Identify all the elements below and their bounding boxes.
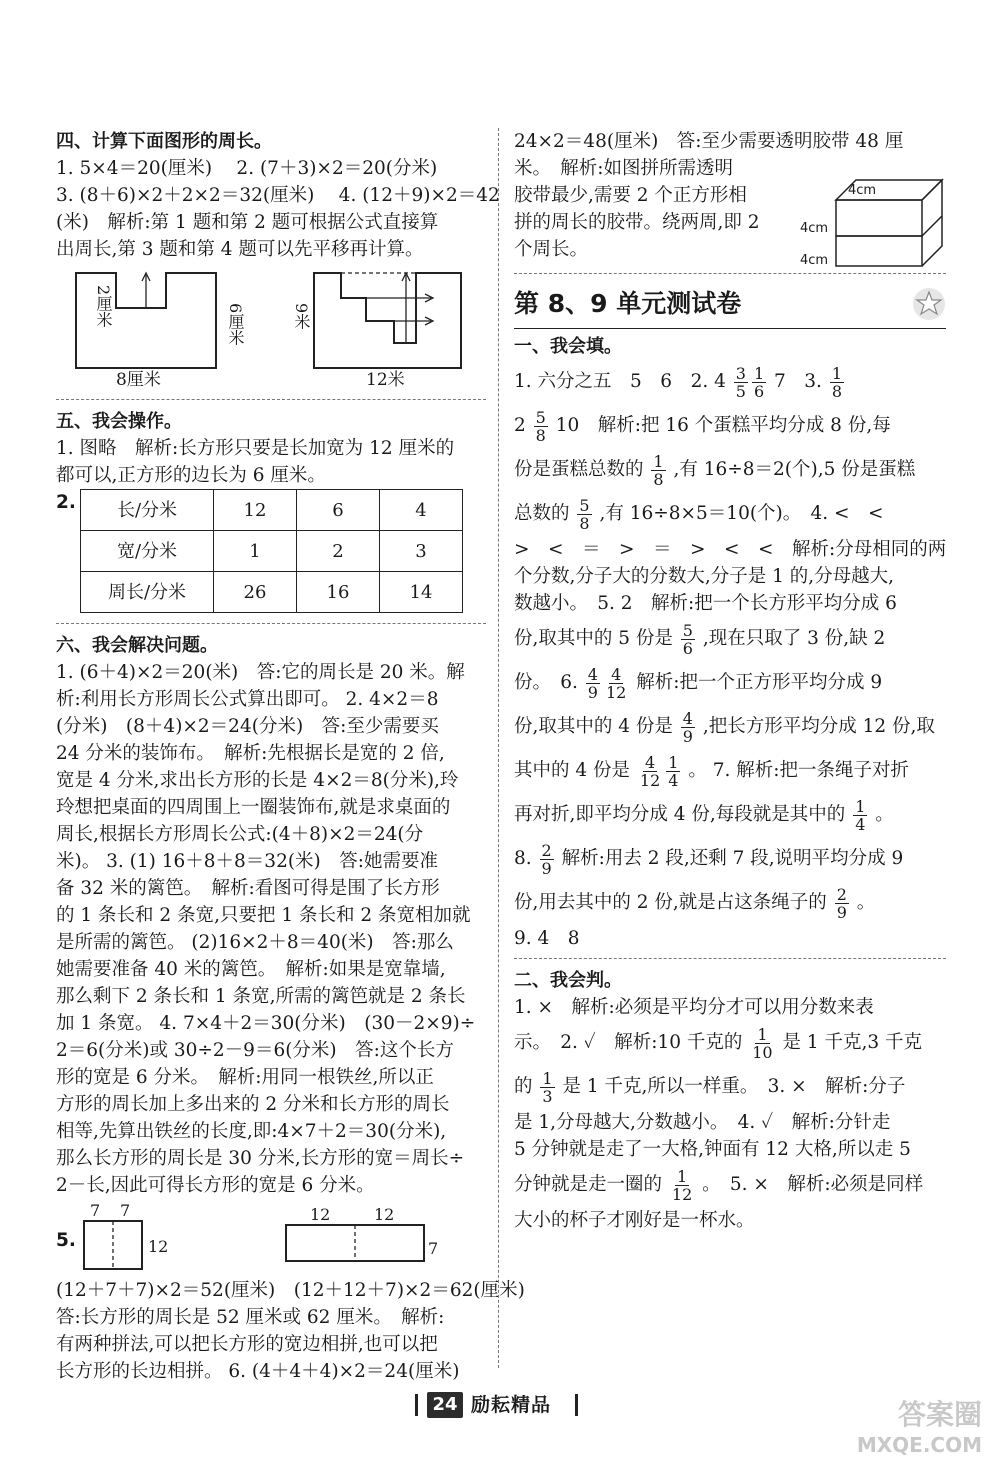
line-text: 总数的 [514, 503, 576, 524]
fraction-line [514, 1021, 946, 1065]
p2-line-7: 大小的杯子才刚好是一杯水。 [514, 1210, 755, 1231]
table-cell: 6 [297, 490, 380, 531]
r-top-line-3: 胶带最少,需要 2 个正方形相 [514, 185, 747, 206]
line-text: 是 1 千克,所以一样重。 3. × 解析:分子 [556, 1076, 906, 1097]
line-text: 再对折,即平均分成 4 份,每段就是其中的 [514, 804, 852, 825]
fig2-bottom-label: 12米 [366, 370, 405, 390]
s6-line: (12＋7＋7)×2＝52(厘米) (12＋12＋7)×2＝62(厘米) [56, 1280, 525, 1301]
page-number: 24 [427, 1392, 463, 1418]
box-bottom-label: 4cm [800, 253, 829, 268]
line-text: 份是蛋糕总数的 [514, 459, 650, 480]
fraction [534, 409, 548, 444]
fig3-side: 12 [148, 1237, 169, 1256]
part-2-title: 二、我会判。 [514, 970, 622, 991]
fraction [734, 365, 748, 400]
table-cell: 长/分米 [81, 490, 214, 531]
p2-line-5: 5 分钟就是走了一大格,钟面有 12 大格,所以走 5 [514, 1139, 911, 1160]
unit-title-rule [514, 328, 946, 329]
s6-line: 米)。 3. (1) 16＋8＋8＝32(米) 答:她需要准 [56, 851, 439, 872]
line-text: 份。 6. [514, 672, 584, 693]
s6-line: 2－长,因此可得长方形的宽是 6 分米。 [56, 1175, 375, 1196]
table-cell: 12 [214, 490, 297, 531]
fraction-line [514, 404, 946, 448]
s6-line: (分米) (8＋4)×2＝24(分米) 答:至少需要买 [56, 716, 439, 737]
r-top-line-1: 24×2＝48(厘米) 答:至少需要透明胶带 48 厘 [514, 131, 904, 152]
s6-line: 周长,根据长方形周长公式:(4＋8)×2＝24(分 [56, 824, 424, 845]
tape-answer [514, 155, 946, 267]
denominator: 9 [836, 902, 847, 922]
r-top-line-4: 拼的周长的胶带。绕两周,即 2 [514, 212, 760, 233]
s6-line: 是所需的篱笆。 (2)16×2＋8＝40(米) 答:那么 [56, 932, 454, 953]
line-text: 。 [869, 804, 894, 825]
p1-line: 数越小。 5. 2 解析:把一个长方形平均分成 6 [514, 593, 897, 614]
line-text: 1. 六分之五 5 6 2. 4 [514, 371, 732, 392]
divider [56, 623, 486, 624]
column-divider [498, 128, 499, 1368]
table-cell: 3 [380, 531, 463, 572]
line-text: 解析:把一个正方形平均分成 9 [630, 672, 883, 693]
star-icon [912, 287, 946, 321]
numerator: 1 [542, 1068, 553, 1088]
numerator: 4 [587, 664, 598, 684]
p1-fraction-lines-2 [514, 617, 946, 925]
fraction-line [514, 793, 946, 837]
denominator: 8 [653, 469, 664, 489]
numerator: 1 [831, 363, 843, 383]
s6-line: 1. (6＋4)×2＝20(米) 答:它的周长是 20 米。解 [56, 662, 465, 683]
divider [56, 399, 486, 400]
denominator: 8 [831, 381, 843, 401]
table-cell: 26 [214, 572, 297, 613]
s4-line-1: 1. 5×4＝20(厘米) 2. (7＋3)×2＝20(分米) [56, 158, 438, 179]
line-text: 。 [850, 892, 876, 913]
fig1-height-label: 6厘米 [226, 303, 245, 346]
fraction [681, 622, 695, 657]
denominator: 12 [639, 770, 661, 790]
denominator: 3 [542, 1086, 553, 1106]
s6-line: 形的宽是 6 分米。 解析:用同一根铁丝,所以正 [56, 1067, 434, 1088]
s4-line-3: (米) 解析:第 1 题和第 2 题可根据公式直接算 [56, 212, 439, 233]
table-cell: 4 [380, 490, 463, 531]
numerator: 1 [653, 451, 664, 471]
line-text: 8. [514, 848, 538, 869]
s6-q5-number: 5. [56, 1230, 76, 1251]
s6-line: 长方形的长边相拼。 6. (4＋4＋4)×2＝24(厘米) [56, 1361, 460, 1382]
section-6-title: 六、我会解决问题。 [56, 635, 218, 656]
r-top-line-2: 米。 解析:如图拼所需透明 [514, 158, 733, 179]
line-text: 示。 2. ✓ 解析:10 千克的 [514, 1032, 749, 1053]
perimeter-table [80, 489, 463, 613]
s6-line: 有两种拼法,可以把长方形的宽边相拼,也可以把 [56, 1334, 438, 1355]
fraction-line [514, 360, 946, 404]
line-text: 份,取其中的 4 份是 [514, 716, 679, 737]
line-text: 其中的 4 份是 [514, 760, 636, 781]
fraction [670, 1168, 694, 1203]
section-4-title: 四、计算下面图形的周长。 [56, 131, 272, 152]
s6-line: 的 1 条长和 2 条宽,只要把 1 条长和 2 条宽相加就 [56, 905, 471, 926]
fig4-top-b: 12 [374, 1205, 395, 1224]
denominator: 12 [671, 1184, 693, 1204]
p1-line: > < ＝ > ＝ > < < 解析:分母相同的两 [514, 539, 947, 560]
fraction-line [514, 1065, 946, 1109]
line-text: ,有 16÷8×5＝10(个)。 4. < < [593, 503, 884, 524]
fraction [586, 666, 600, 701]
perimeter-figures [56, 263, 486, 393]
s6-q5-figures [56, 1199, 486, 1277]
fraction [666, 754, 680, 789]
s5-q2 [56, 489, 486, 613]
fraction [651, 453, 665, 488]
numerator: 5 [579, 495, 590, 515]
s6-line: 那么长方形的周长是 30 分米,长方形的宽＝周长÷ [56, 1148, 465, 1169]
line-text: 解析:用去 2 段,还剩 7 段,说明平均分成 9 [555, 848, 904, 869]
numerator: 2 [836, 884, 847, 904]
s6-line: 那么剩下 2 条长和 1 条宽,所需的篱笆就是 2 条长 [56, 986, 466, 1007]
numerator: 1 [668, 752, 679, 772]
numerator: 1 [753, 363, 765, 383]
s5-line-1: 1. 图略 解析:长方形只要是长加宽为 12 厘米的 [56, 438, 455, 459]
s6-line: 她需要准备 40 米的篱笆。 解析:如果是宽靠墙, [56, 959, 446, 980]
fraction-line [514, 617, 946, 661]
s6-line: 备 32 米的篱笆。 解析:看图可得是围了长方形 [56, 878, 440, 899]
box-top-label: 4cm [848, 183, 877, 198]
fraction [750, 1026, 774, 1061]
denominator: 12 [605, 682, 627, 702]
s5-q2-number: 2. [56, 492, 76, 513]
s6-line: 相等,先算出铁丝的长度,即:4×7＋2＝30(分米), [56, 1121, 447, 1142]
table-cell: 宽/分米 [81, 531, 214, 572]
denominator: 8 [535, 425, 546, 445]
fraction-line [514, 705, 946, 749]
table-cell: 1 [214, 531, 297, 572]
fraction [752, 365, 766, 400]
denominator: 9 [682, 726, 693, 746]
s6-line: 析:利用长方形周长公式算出即可。 2. 4×2＝8 [56, 689, 439, 710]
numerator: 5 [535, 407, 546, 427]
s6-lines-2 [56, 1277, 525, 1385]
fig3-top-b: 7 [120, 1201, 131, 1220]
watermark [857, 1400, 982, 1460]
footer-bar-right [575, 1394, 578, 1416]
fraction [681, 710, 695, 745]
numerator: 4 [682, 708, 693, 728]
brand-name: 励耘精品 [471, 1394, 552, 1416]
fraction-line [514, 881, 946, 925]
unit-title: 第 8、9 单元测试卷 [514, 289, 742, 318]
fig1-side-label: 2厘米 [94, 285, 113, 328]
line-text: ,现在只取了 3 份,缺 2 [696, 628, 886, 649]
numerator: 4 [645, 752, 656, 772]
fig1-bottom-label: 8厘米 [116, 370, 161, 390]
watermark-line-1: 答案圈 [897, 1398, 982, 1431]
denominator: 4 [668, 770, 679, 790]
p1-plain-lines [514, 536, 946, 617]
denominator: 5 [735, 381, 746, 401]
fraction [835, 886, 849, 921]
table-cell: 16 [297, 572, 380, 613]
fraction-line [514, 749, 946, 793]
s6-line: 宽是 4 分米,求出长方形的长是 4×2＝8(分米),玲 [56, 770, 459, 791]
fraction-line [514, 837, 946, 881]
fraction [853, 798, 867, 833]
line-text: 10 解析:把 16 个蛋糕平均分成 8 份,每 [549, 415, 891, 436]
denominator: 4 [855, 814, 866, 834]
fraction [830, 365, 844, 400]
line-text: 2 [514, 415, 532, 436]
line-text: 是 1 千克,3 千克 [776, 1032, 923, 1053]
line-text: 7 3. [768, 371, 828, 392]
line-text: 解析:把一条绳子对折 [736, 760, 909, 781]
fig4-top-a: 12 [310, 1205, 331, 1224]
denominator: 9 [541, 858, 552, 878]
table-cell: 14 [380, 572, 463, 613]
s6-line: 2＝6(分米)或 30÷2－9＝6(分米) 答:这个长方 [56, 1040, 454, 1061]
fraction [540, 842, 554, 877]
fraction [604, 666, 628, 701]
denominator: 10 [752, 1042, 773, 1062]
right-column [514, 128, 946, 1234]
watermark-line-2: MXQE.COM [856, 1433, 982, 1457]
line-text: 份,取其中的 5 份是 [514, 628, 679, 649]
line-text: 。 5. × 解析:必须是同样 [696, 1174, 924, 1195]
p2-fraction-lines [514, 1021, 946, 1109]
p1-line-9: 9. 4 8 [514, 928, 580, 949]
table-cell: 周长/分米 [81, 572, 214, 613]
numerator: 4 [611, 664, 622, 684]
numerator: 1 [855, 796, 866, 816]
fraction-line [514, 492, 946, 536]
left-column [56, 128, 525, 1385]
line-text: 份,用去其中的 2 份,就是占这条绳子的 [514, 892, 833, 913]
divider [514, 958, 946, 959]
line-text: 分钟就是走一圈的 [514, 1174, 668, 1195]
numerator: 2 [541, 840, 552, 860]
s6-line: 答:长方形的周长是 52 厘米或 62 厘米。 解析: [56, 1307, 445, 1328]
fraction-line [514, 448, 946, 492]
s6-line: 玲想把桌面的四周围上一圈装饰布,就是求桌面的 [56, 797, 451, 818]
line-text: ,有 16÷8＝2(个),5 份是蛋糕 [667, 459, 916, 480]
stacked-cubes-figure [814, 155, 944, 267]
line-text: ,把长方形平均分成 12 份,取 [696, 716, 935, 737]
numerator: 5 [682, 620, 693, 640]
denominator: 6 [682, 638, 693, 658]
unit-title-row [514, 282, 946, 326]
box-mid-label: 4cm [800, 221, 829, 236]
s6-line: 加 1 条宽。 4. 7×4＋2＝30(分米) (30－2×9)÷ [56, 1013, 476, 1034]
s4-line-2: 3. (8＋6)×2＋2×2＝32(厘米) 4. (12＋9)×2＝42 [56, 185, 500, 206]
line-text: 的 [514, 1076, 539, 1097]
p1-line: 个分数,分子大的分数大,分子是 1 的,分母越大, [514, 566, 895, 587]
fraction-line [514, 1163, 946, 1207]
fraction [577, 497, 591, 532]
line-text: 。 7. [682, 760, 737, 781]
table-cell: 2 [297, 531, 380, 572]
r-top-line-5: 个周长。 [514, 239, 589, 260]
page-footer [415, 1392, 595, 1420]
fig3-top-a: 7 [90, 1201, 101, 1220]
section-5-title: 五、我会操作。 [56, 411, 182, 432]
denominator: 6 [753, 381, 765, 401]
divider [514, 273, 946, 274]
fig4-side: 7 [428, 1239, 439, 1258]
fraction [638, 754, 662, 789]
numerator: 3 [735, 363, 746, 383]
p2-line-6 [514, 1163, 946, 1207]
fraction [540, 1070, 554, 1105]
footer-bar-left [415, 1394, 418, 1416]
s6-line: 方形的周长加上多出来的 2 分米和长方形的周长 [56, 1094, 450, 1115]
numerator: 1 [676, 1166, 688, 1186]
denominator: 9 [587, 682, 598, 702]
s4-line-4: 出周长,第 3 题和第 4 题可以先平移再计算。 [56, 239, 424, 260]
p1-fraction-lines [514, 360, 946, 536]
s6-line: 24 分米的装饰布。 解析:先根据长是宽的 2 倍, [56, 743, 445, 764]
p2-line-4: 是 1,分母越大,分数越小。 4. ✓ 解析:分针走 [514, 1112, 891, 1133]
s5-line-2: 都可以,正方形的边长为 6 厘米。 [56, 465, 326, 486]
denominator: 8 [579, 513, 590, 533]
fraction-line [514, 661, 946, 705]
numerator: 1 [757, 1024, 768, 1044]
s6-lines [56, 659, 486, 1199]
part-1-title: 一、我会填。 [514, 336, 622, 357]
p2-line-1: 1. × 解析:必须是平均分才可以用分数来表 [514, 997, 874, 1018]
fig2-height-label: 9米 [292, 303, 311, 330]
